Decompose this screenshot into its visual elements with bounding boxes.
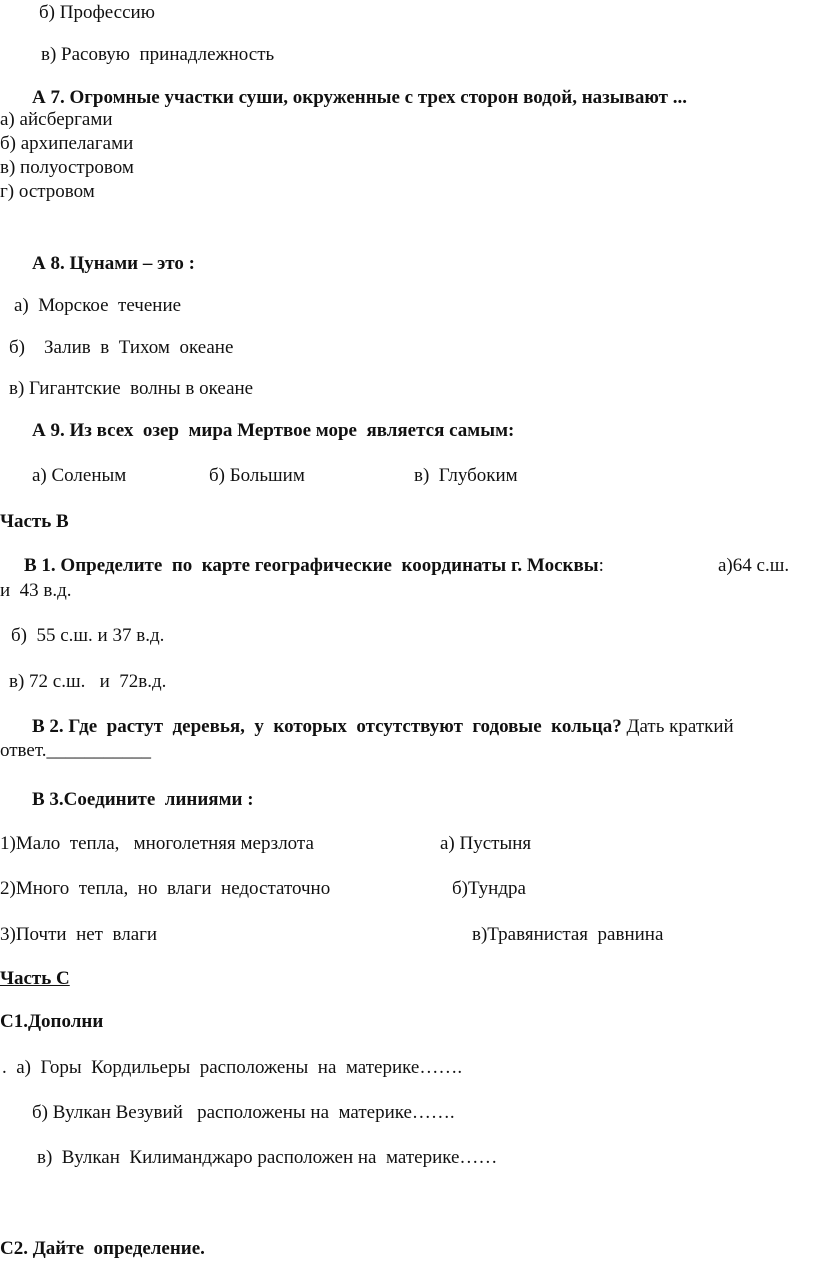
match-left-item: 2)Много тепла, но влаги недостаточно xyxy=(0,878,331,899)
question-c1: С1.Дополни xyxy=(0,1011,104,1032)
answer-option: в) Гигантские волны в океане xyxy=(9,378,254,399)
answer-option: б) Залив в Тихом океане xyxy=(9,337,234,358)
answer-option: б) 55 с.ш. и 37 в.д. xyxy=(11,625,165,646)
question-b2-text: В 2. Где растут деревья, у которых отсутствуют годовые кольца? xyxy=(32,716,622,737)
fill-in-item: б) Вулкан Везувий расположены на материке……. xyxy=(32,1102,455,1123)
answer-option: б) Большим xyxy=(209,465,305,486)
question-b1 xyxy=(24,555,604,577)
section-heading-part-c: Часть С xyxy=(0,968,70,989)
answer-option: а) Соленым xyxy=(32,465,127,486)
answer-option: б) архипелагами xyxy=(0,133,134,154)
match-left-item: 1)Мало тепла, многолетняя мерзлота xyxy=(0,833,314,854)
question-b1-text: В 1. Определите по карте географические координаты г. Москвы xyxy=(24,555,599,576)
answer-option: в) полуостровом xyxy=(0,157,134,178)
answer-option: а) Морское течение xyxy=(14,295,182,316)
question-a8: А 8. Цунами – это : xyxy=(32,253,195,274)
question-a7: А 7. Огромные участки суши, окруженные с трех сторон водой, называют ... xyxy=(32,87,687,108)
match-right-item: б)Тундра xyxy=(452,878,526,899)
question-a9: А 9. Из всех озер мира Мертвое море является самым: xyxy=(32,420,515,441)
question-b1-colon: : xyxy=(598,555,604,576)
fill-in-item: в) Вулкан Килиманджаро расположен на материке…… xyxy=(37,1147,498,1168)
match-left-item: 3)Почти нет влаги xyxy=(0,924,158,945)
answer-option: б) Профессию xyxy=(39,2,155,23)
fill-in-item: . а) Горы Кордильеры расположены на материке……. xyxy=(2,1057,463,1078)
question-c2: С2. Дайте определение. xyxy=(0,1238,205,1259)
answer-option: а) айсбергами xyxy=(0,109,113,130)
question-b3: В 3.Соедините линиями : xyxy=(32,789,254,810)
match-right-item: а) Пустыня xyxy=(440,833,532,854)
answer-option-continued: и 43 в.д. xyxy=(0,580,72,601)
answer-blank: ответ.___________ xyxy=(0,740,151,761)
answer-option: в) 72 с.ш. и 72в.д. xyxy=(9,671,167,692)
answer-option: г) островом xyxy=(0,181,95,202)
question-b2-instruction: Дать краткий xyxy=(621,716,734,737)
answer-option: а)64 с.ш. xyxy=(718,555,790,576)
question-b2 xyxy=(32,716,734,738)
answer-option: в) Расовую принадлежность xyxy=(41,44,275,65)
section-heading-part-b: Часть В xyxy=(0,511,69,532)
answer-option: в) Глубоким xyxy=(414,465,518,486)
match-right-item: в)Травянистая равнина xyxy=(472,924,664,945)
